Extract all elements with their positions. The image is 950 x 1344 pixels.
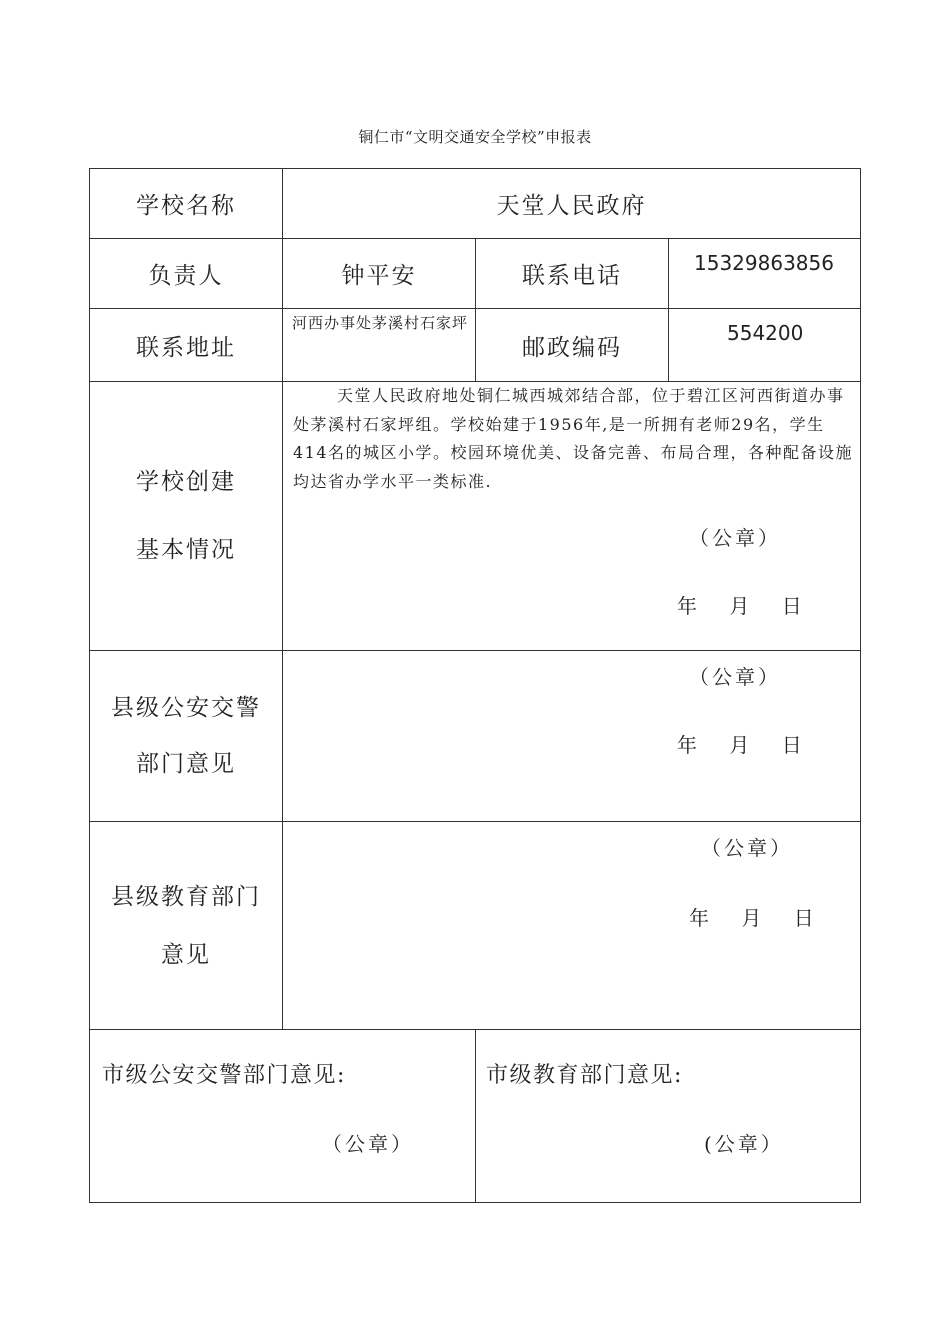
postcode-value-text: 554200 xyxy=(727,321,804,345)
basic-info-label-line2: 基本情况 xyxy=(136,537,236,563)
county-police-opinion xyxy=(282,650,861,822)
school-name-value xyxy=(282,168,861,239)
city-police-seal: （公章） xyxy=(322,1132,414,1156)
school-name-label-text: 学校名称 xyxy=(136,193,236,219)
county-edu-label-line1: 县级教育部门 xyxy=(111,883,261,910)
principal-label-text: 负责人 xyxy=(148,263,224,289)
county-police-seal: （公章） xyxy=(689,665,781,689)
city-edu-seal: (公章） xyxy=(704,1132,784,1156)
county-edu-date xyxy=(689,902,814,931)
date-day: 日 xyxy=(793,906,814,930)
date-month: 月 xyxy=(741,906,762,930)
postcode-label xyxy=(475,308,669,382)
date-year: 年 xyxy=(689,906,709,930)
postcode-value xyxy=(668,308,861,382)
school-name-label xyxy=(89,168,283,239)
document-title: 铜仁市“文明交通安全学校”申报表 xyxy=(358,128,592,146)
school-name-value-text: 天堂人民政府 xyxy=(496,193,647,219)
address-label-text: 联系地址 xyxy=(136,334,236,361)
city-police-opinion xyxy=(89,1029,476,1203)
county-police-label xyxy=(89,650,283,822)
phone-label xyxy=(475,238,669,309)
postcode-label-text: 邮政编码 xyxy=(522,334,622,361)
county-edu-label xyxy=(89,821,283,1030)
county-edu-opinion xyxy=(282,821,861,1030)
phone-value xyxy=(668,238,861,309)
basic-info-content xyxy=(282,381,861,651)
date-day: 日 xyxy=(781,733,802,757)
principal-value-text: 钟平安 xyxy=(341,263,417,289)
date-month: 月 xyxy=(729,594,750,618)
county-police-label-line2: 部门意见 xyxy=(136,751,236,777)
city-edu-opinion xyxy=(475,1029,861,1203)
basic-info-date xyxy=(677,590,802,619)
county-edu-label-line2: 意见 xyxy=(161,941,211,968)
city-edu-label: 市级教育部门意见: xyxy=(486,1063,683,1088)
principal-label xyxy=(89,238,283,309)
address-value xyxy=(282,308,476,382)
county-police-label-line1: 县级公安交警 xyxy=(111,695,261,721)
address-label xyxy=(89,308,283,382)
date-year: 年 xyxy=(677,733,697,757)
date-month: 月 xyxy=(729,733,750,757)
basic-info-seal: （公章） xyxy=(689,526,781,550)
basic-info-label xyxy=(89,381,283,651)
basic-info-text: 天堂人民政府地处铜仁城西城郊结合部，位于碧江区河西街道办事处茅溪村石家坪组。学校始建于1956年,是一所拥有老师29名，学生414名的城区小学。校园环境优美、设备完善、布局合理，各种配备设施均达省办学水平一类标准. xyxy=(293,386,854,491)
county-edu-seal: （公章） xyxy=(701,836,793,860)
county-police-date xyxy=(677,729,802,758)
date-year: 年 xyxy=(677,594,697,618)
date-day: 日 xyxy=(781,594,802,618)
address-value-text: 河西办事处茅溪村石家坪 xyxy=(292,314,469,332)
phone-value-text: 15329863856 xyxy=(694,251,834,275)
principal-value xyxy=(282,238,476,309)
city-police-label: 市级公安交警部门意见: xyxy=(102,1063,346,1088)
phone-label-text: 联系电话 xyxy=(522,263,622,289)
basic-info-label-line1: 学校创建 xyxy=(136,469,236,495)
